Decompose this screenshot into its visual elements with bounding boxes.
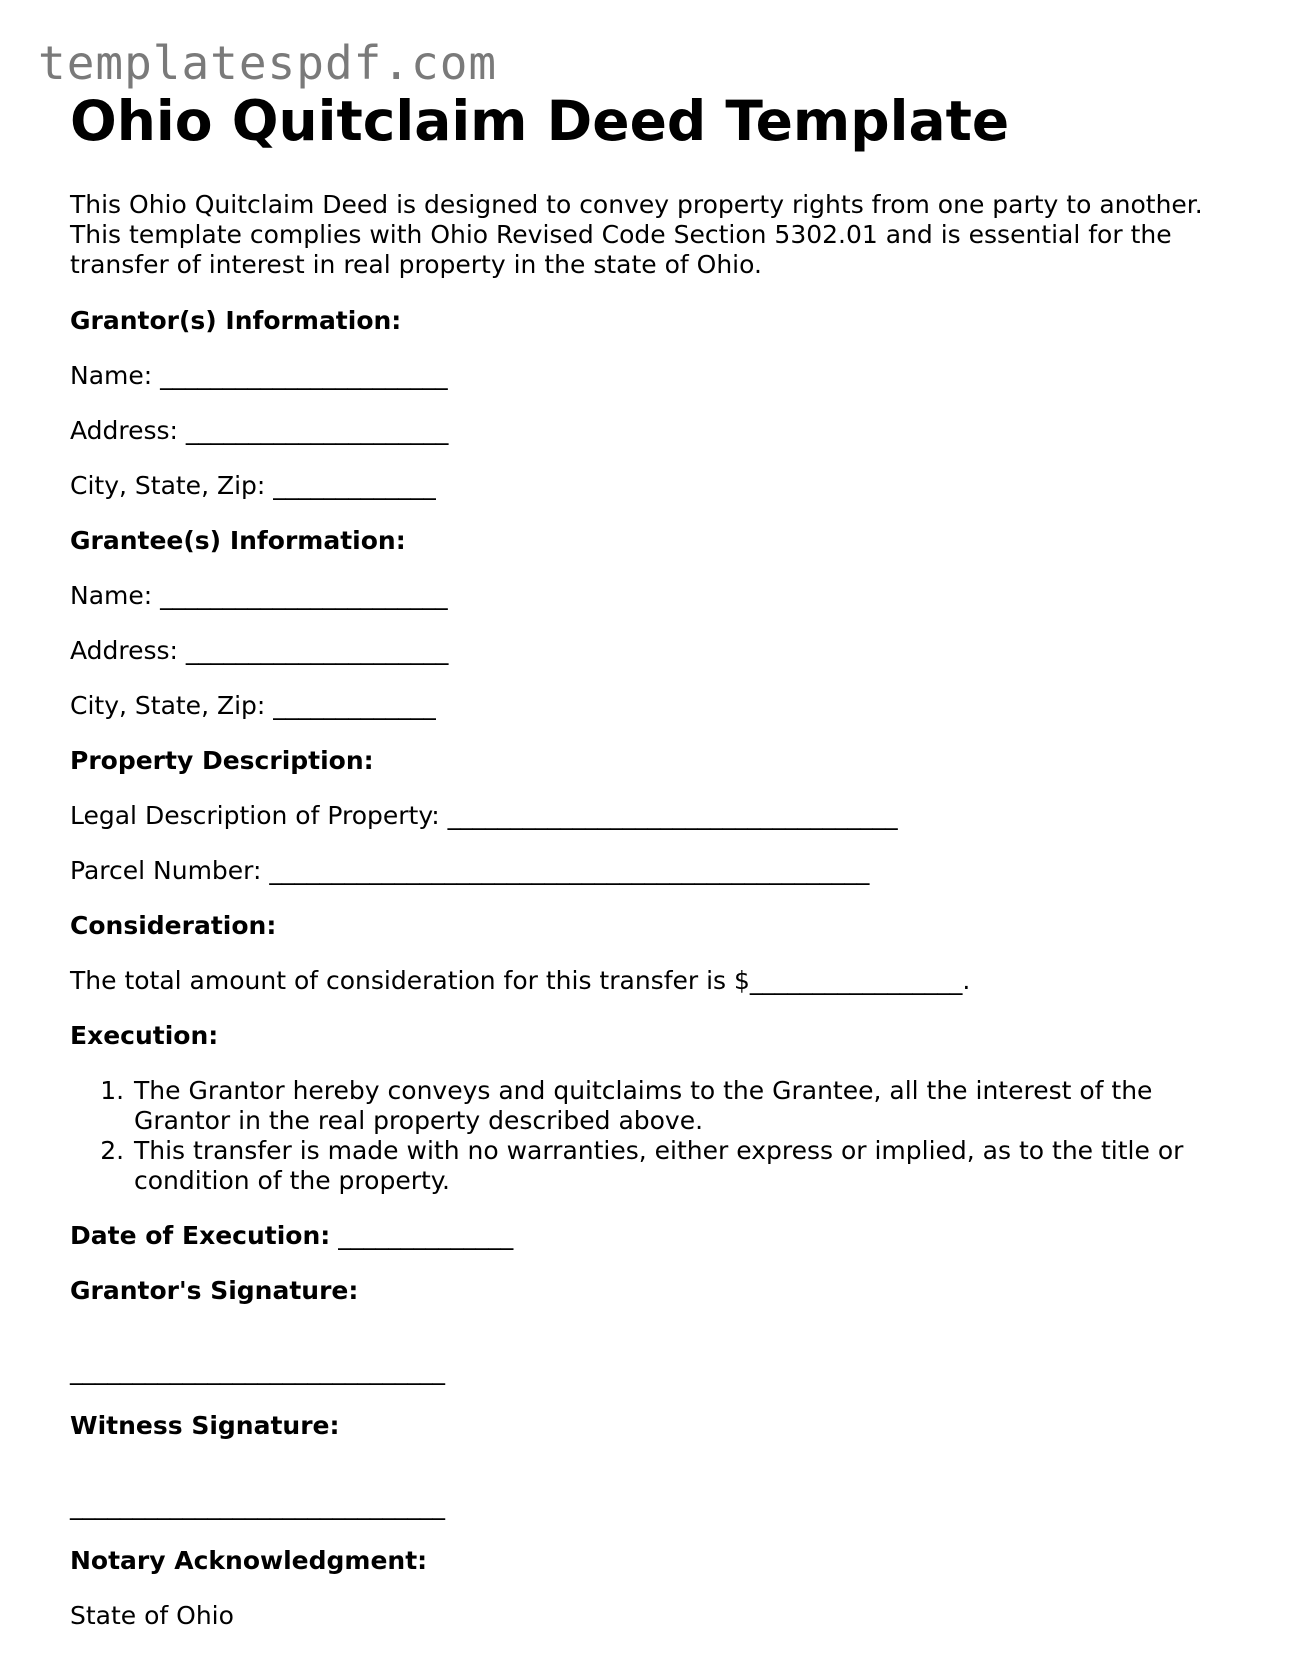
consideration-heading: Consideration: — [70, 911, 277, 940]
notary-heading: Notary Acknowledgment: — [70, 1546, 428, 1575]
grantor-name-field[interactable]: Name: _______________________ — [70, 361, 448, 390]
grantee-name-field[interactable]: Name: _______________________ — [70, 581, 448, 610]
grantor-heading: Grantor(s) Information: — [70, 306, 402, 335]
witness-signature-line[interactable]: ______________________________ — [70, 1491, 445, 1520]
grantor-address-field[interactable]: Address: _____________________ — [70, 416, 449, 445]
parcel-number-field[interactable]: Parcel Number: ________________________________________________ — [70, 856, 870, 885]
grantor-signature-line[interactable]: ______________________________ — [70, 1356, 445, 1385]
property-heading: Property Description: — [70, 746, 374, 775]
grantee-address-field[interactable]: Address: _____________________ — [70, 636, 449, 665]
legal-description-field[interactable]: Legal Description of Property: ____________________________________ — [70, 801, 898, 830]
site-watermark: templatespdf.com — [38, 36, 498, 90]
document-title: Ohio Quitclaim Deed Template — [70, 89, 1010, 153]
consideration-amount-field[interactable]: The total amount of consideration for this transfer is $_________________. — [70, 966, 971, 995]
grantor-city-field[interactable]: City, State, Zip: _____________ — [70, 471, 436, 500]
date-of-execution-blank[interactable]: ______________ — [338, 1221, 514, 1250]
date-of-execution-label: Date of Execution: — [70, 1221, 331, 1250]
execution-list — [70, 1076, 1230, 1196]
witness-signature-heading: Witness Signature: — [70, 1411, 340, 1440]
grantor-signature-heading: Grantor's Signature: — [70, 1276, 359, 1305]
execution-heading: Execution: — [70, 1021, 219, 1050]
execution-item: 1. The Grantor hereby conveys and quitclaims to the Grantee, all the interest of the Grantor in the real property described above. — [132, 1076, 1230, 1136]
notary-state: State of Ohio — [70, 1601, 234, 1630]
grantee-city-field[interactable]: City, State, Zip: _____________ — [70, 691, 436, 720]
document-page — [70, 88, 1230, 1656]
execution-item: 2. This transfer is made with no warranties, either express or implied, as to the title or condition of the property. — [132, 1136, 1230, 1196]
intro-paragraph: This Ohio Quitclaim Deed is designed to convey property rights from one party to another. This template complies with Ohio Revised Code Section 5302.01 and is essential for the transfer of interest in real property in the state of Ohio. — [70, 190, 1203, 279]
grantee-heading: Grantee(s) Information: — [70, 526, 406, 555]
date-of-execution-field[interactable] — [70, 1221, 1230, 1251]
